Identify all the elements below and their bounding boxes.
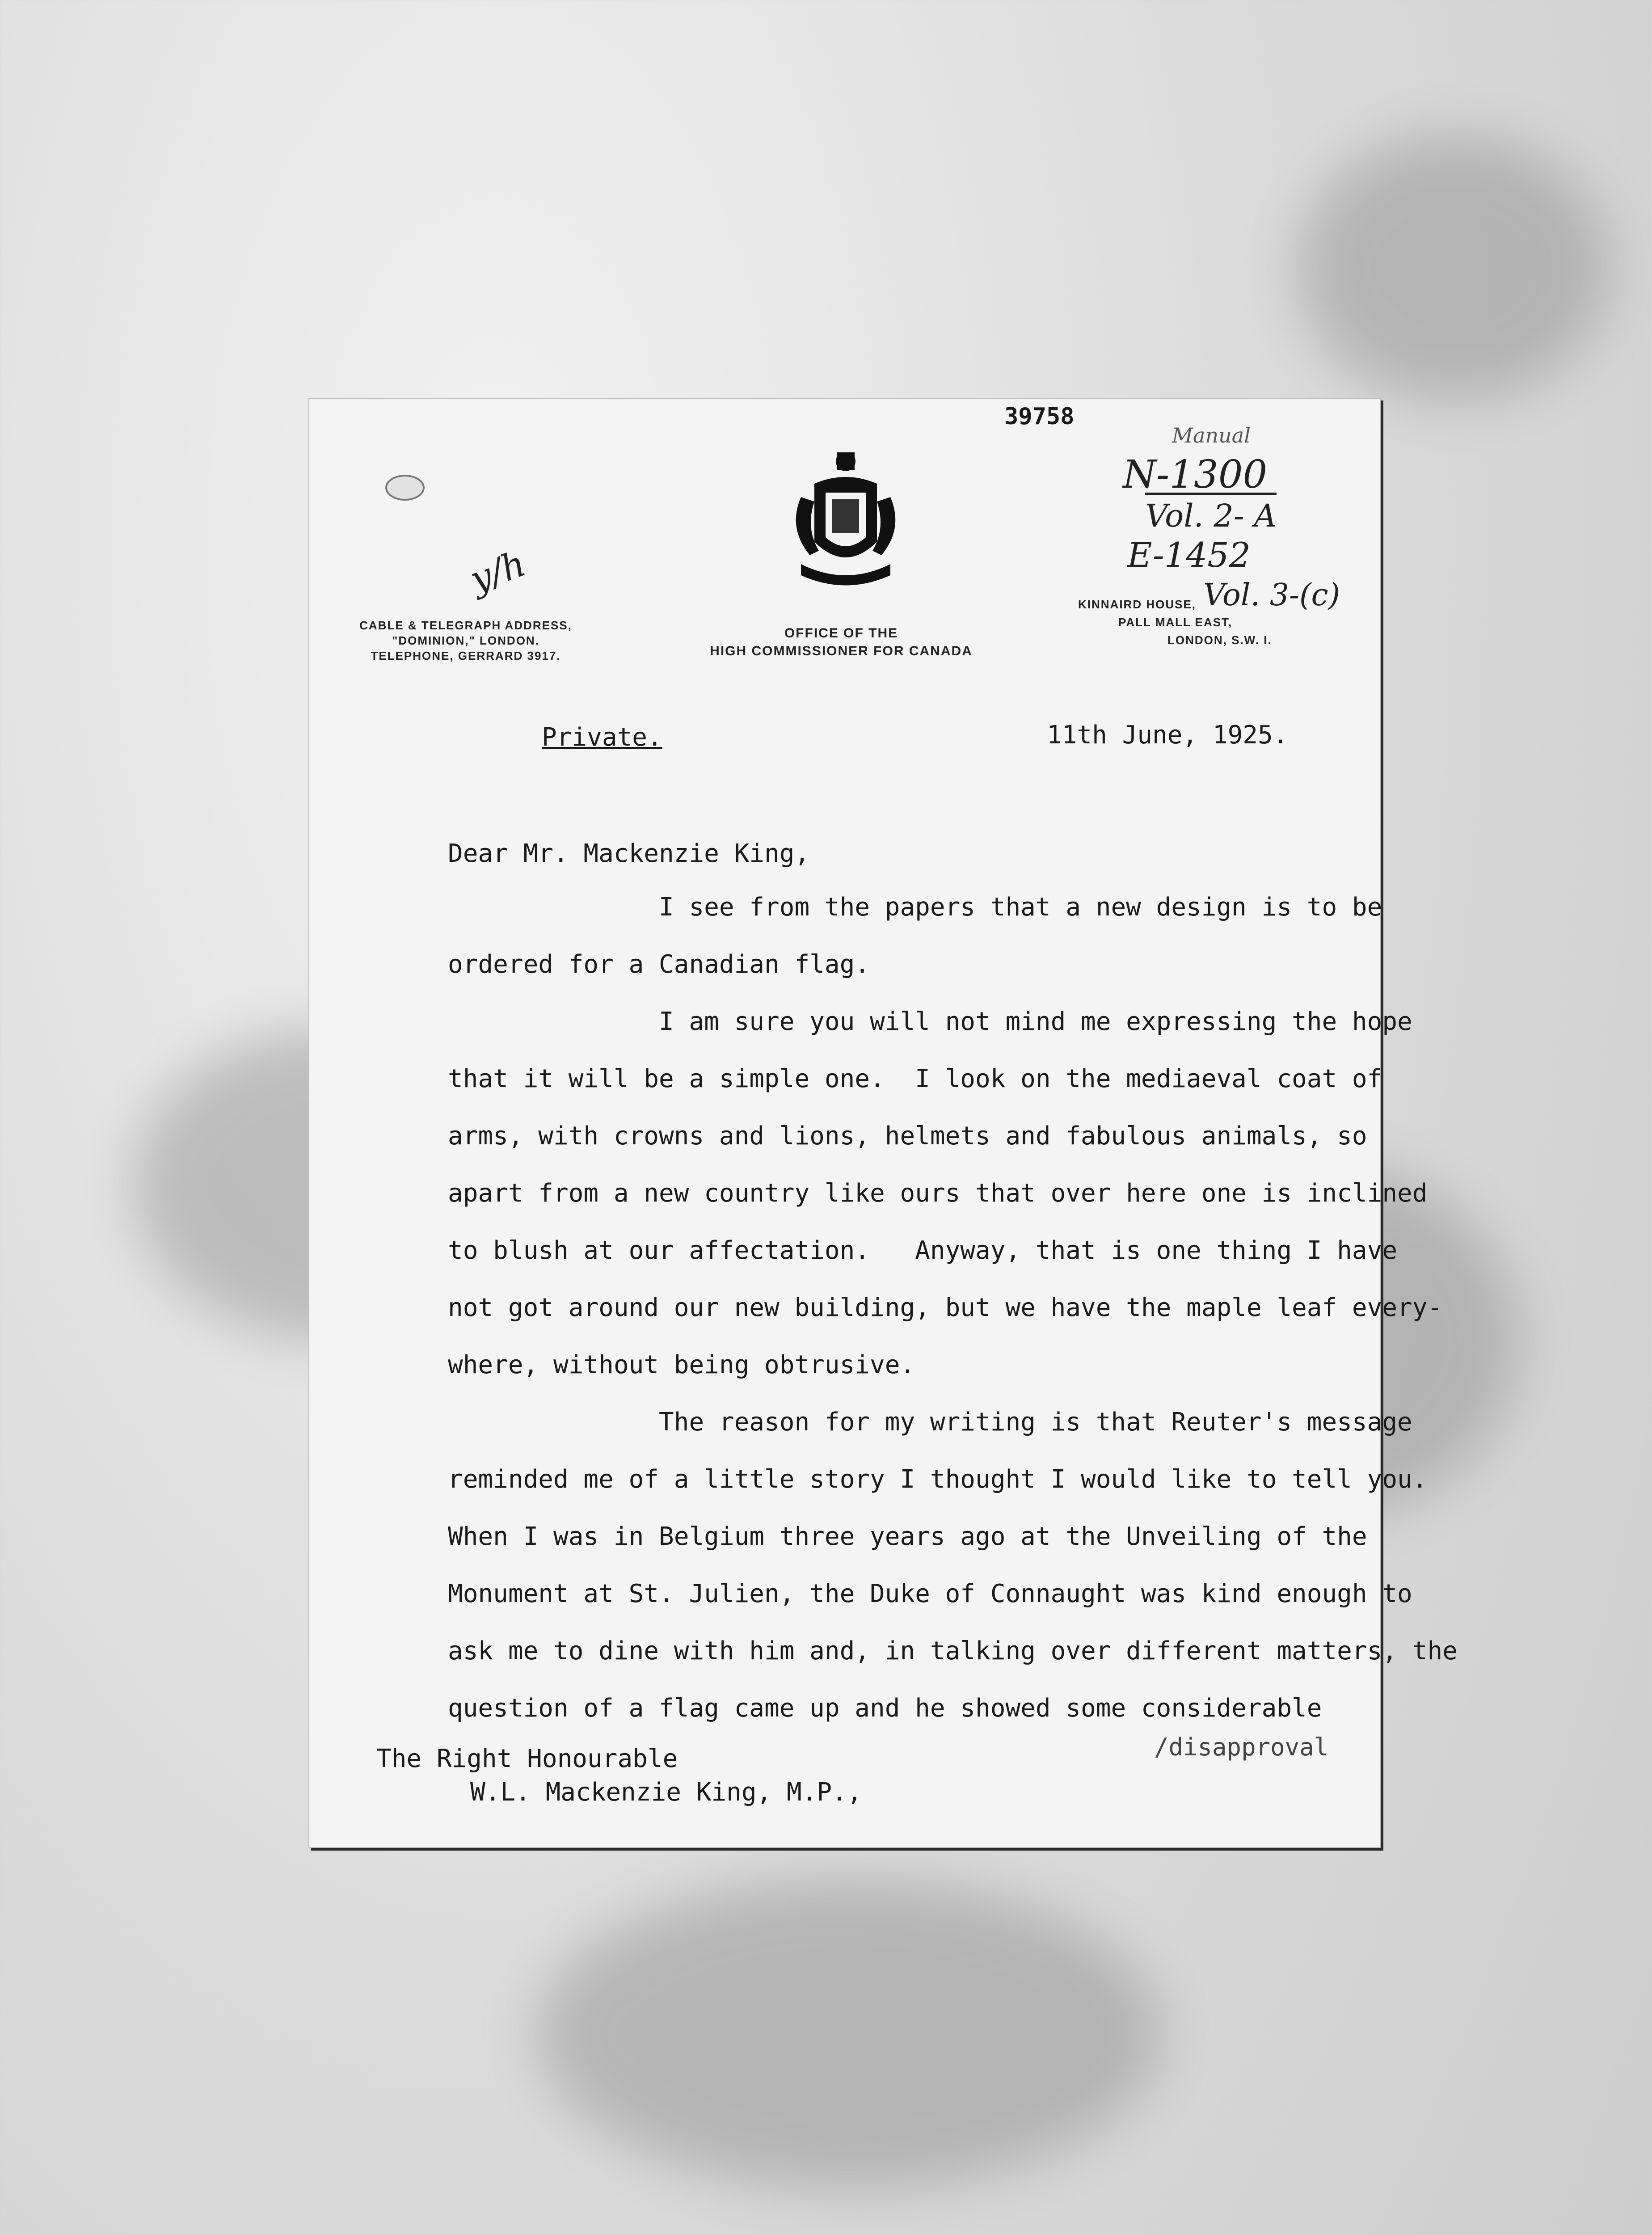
body-line: When I was in Belgium three years ago at the Unveiling of the (448, 1522, 1367, 1551)
staple-hole (385, 475, 425, 501)
handwritten-reference: Vol. 2- A (1145, 493, 1277, 534)
coat-of-arms-icon (783, 452, 908, 586)
office-header (685, 624, 998, 660)
handwritten-note: Manual (1172, 423, 1251, 447)
header-line: HIGH COMMISSIONER FOR CANADA (710, 644, 973, 658)
header-line: KINNAIRD HOUSE, (1078, 598, 1197, 611)
addressee-title: The Right Honourable (376, 1744, 678, 1773)
header-line: LONDON, S.W. I. (1167, 633, 1272, 647)
handwritten-reference: N-1300 (1123, 452, 1268, 497)
header-line: PALL MALL EAST, (1118, 616, 1233, 629)
header-line: "DOMINION," LONDON. (392, 634, 539, 647)
body-line: reminded me of a little story I thought I would like to tell you. (448, 1465, 1428, 1494)
cable-address (358, 618, 573, 663)
body-line: to blush at our affectation. Anyway, that is one thing I have (448, 1236, 1398, 1265)
handwritten-reference: E-1452 (1127, 535, 1251, 575)
background-stain (1296, 134, 1609, 402)
handwritten-reference: Vol. 3-(c) (1203, 578, 1340, 613)
body-line: where, without being obtrusive. (448, 1350, 915, 1379)
office-address (1078, 595, 1275, 649)
classification: Private. (542, 723, 662, 752)
body-line: The reason for my writing is that Reuter's message (448, 1408, 1412, 1437)
body-line: not got around our new building, but we have the maple leaf every- (448, 1293, 1443, 1322)
document-number: 39758 (1004, 403, 1075, 430)
letter-sheet (308, 398, 1458, 1848)
salutation: Dear Mr. Mackenzie King, (448, 839, 810, 868)
handwritten-initials: y/h (464, 542, 531, 601)
body-line: arms, with crowns and lions, helmets and fabulous animals, so (448, 1122, 1367, 1151)
header-line: OFFICE OF THE (784, 626, 898, 641)
continuation-word: /disapproval (1154, 1733, 1329, 1761)
header-line: CABLE & TELEGRAPH ADDRESS, (359, 619, 572, 632)
body-line: ask me to dine with him and, in talking over different matters, the (448, 1636, 1458, 1666)
body-line: apart from a new country like ours that over here one is inclined (448, 1179, 1428, 1208)
body-line: that it will be a simple one. I look on the mediaeval coat of (448, 1064, 1382, 1093)
background-stain (536, 1877, 1162, 2190)
body-line: question of a flag came up and he showed some considerable (448, 1694, 1322, 1723)
body-line: I see from the papers that a new design is to be (448, 893, 1382, 922)
letter-date: 11th June, 1925. (1047, 721, 1288, 750)
header-line: TELEPHONE, GERRARD 3917. (371, 649, 561, 662)
body-line: Monument at St. Julien, the Duke of Connaught was kind enough to (448, 1579, 1412, 1608)
body-line: ordered for a Canadian flag. (448, 950, 870, 979)
body-line: I am sure you will not mind me expressing the hope (448, 1007, 1412, 1036)
addressee-name: W.L. Mackenzie King, M.P., (470, 1778, 862, 1807)
